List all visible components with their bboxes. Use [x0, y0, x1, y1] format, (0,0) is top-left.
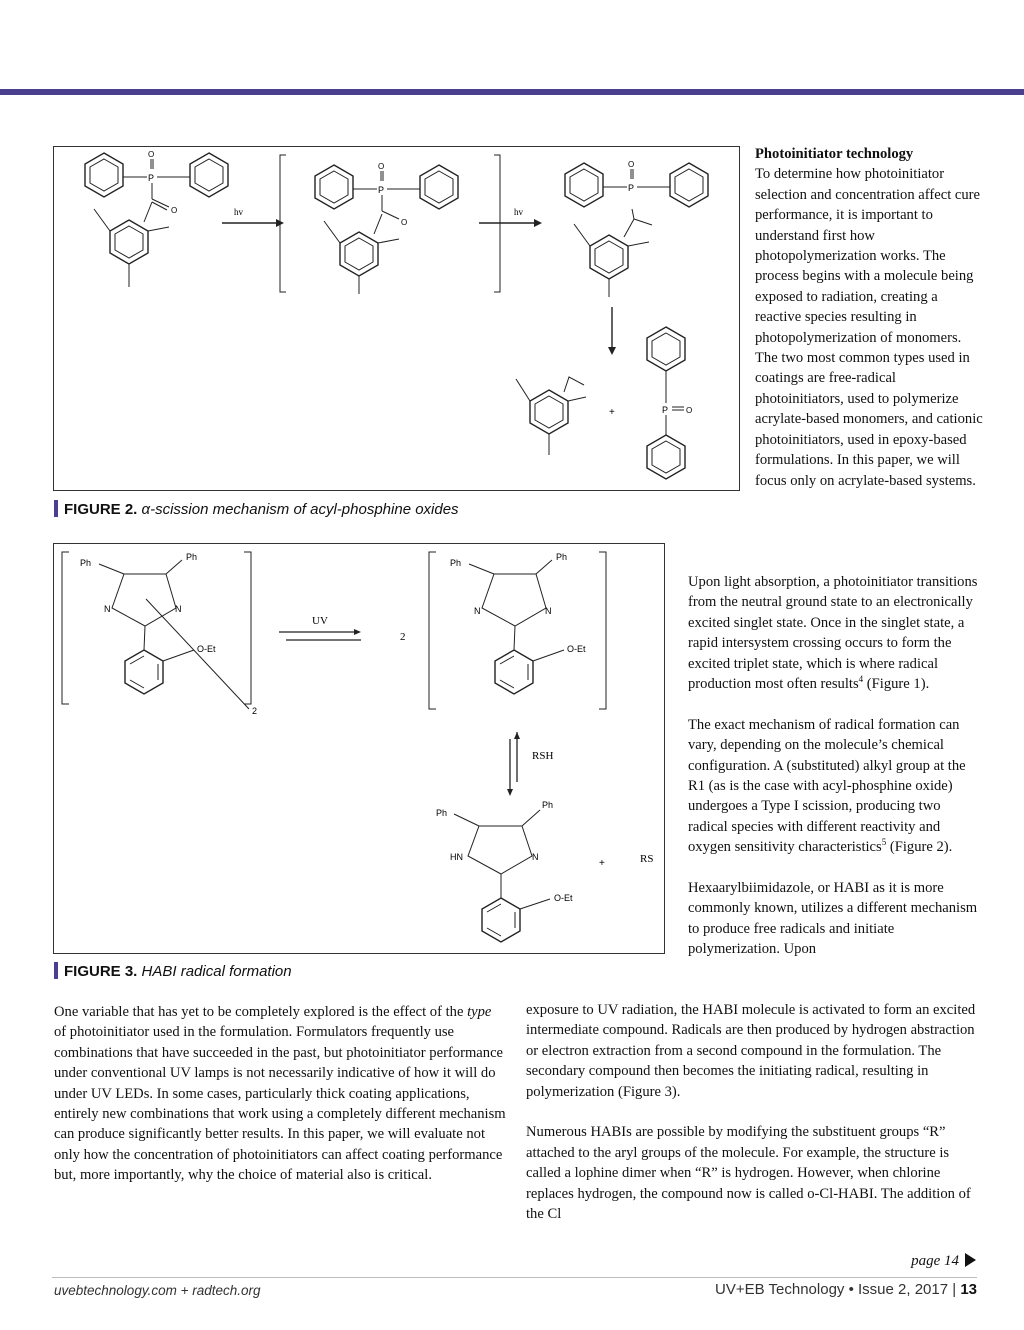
molecule-excited-state — [315, 162, 458, 294]
molecule-acyl-phosphine-oxide — [85, 150, 228, 287]
figure-2-caption — [54, 500, 459, 518]
svg-text:O-Et: O-Et — [197, 644, 216, 654]
figure-2-image — [53, 146, 740, 491]
plus-sign: + — [599, 858, 605, 869]
footer-websites: uvebtechnology.com + radtech.org — [54, 1283, 261, 1298]
figure-3-number: FIGURE 3. — [64, 963, 138, 980]
right-column-top — [755, 144, 983, 491]
svg-text:Ph: Ph — [542, 800, 554, 810]
svg-text:Ph: Ph — [80, 558, 92, 568]
header-accent-bar — [0, 89, 1024, 95]
figure-2-title: α-scission mechanism of acyl-phosphine oxides — [141, 501, 459, 518]
page-number: 13 — [960, 1281, 977, 1298]
stoichiometry-two: 2 — [400, 631, 406, 643]
figure-3-diagram — [54, 544, 664, 953]
figure-3-title: HABI radical formation — [141, 963, 292, 980]
svg-text:N: N — [104, 604, 111, 614]
arrow-right-icon — [965, 1253, 976, 1267]
svg-text:N: N — [474, 606, 481, 616]
continued-on-page-link[interactable]: page 14 — [911, 1253, 976, 1270]
paragraph-habi-intro: Hexaarylbiimidazole, or HABI as it is more commonly known, utilizes a different mechanism to produce free radicals and initiate polymerization. Upon — [688, 880, 978, 958]
left-column — [54, 1002, 506, 1186]
figure-2-diagram — [54, 147, 739, 490]
hv-label-2: hv — [514, 207, 523, 217]
habi-dimer-structure — [80, 552, 257, 716]
uv-label: UV — [312, 615, 328, 627]
habi-product-structure — [436, 800, 573, 942]
product-benzoyl-radical — [516, 377, 586, 455]
caption-accent-bar — [54, 500, 58, 517]
footer-divider — [52, 1277, 977, 1278]
figure-3-image — [53, 543, 665, 954]
paragraph-photoinitiator-type: One variable that has yet to be completely explored is the effect of the type of photoinitiator used in the formulation. Formulators frequently use combinations that have succeeded in the past, but photoinitiator performance under conventional UV lamps is not necessarily indicative of how it will do under UV LEDs. In some cases, particularly thick coating applications, entirely new combinations that work using a completely different mechanism can produce significantly better results. In this paper, we will evaluate not only how the concentration of photoinitiators can affect coating performance but, more importantly, why the choice of material also is critical. — [54, 1004, 506, 1184]
svg-text:O: O — [628, 160, 635, 169]
product-phosphinoyl-radical — [647, 327, 692, 479]
paragraph-light-absorption: Upon light absorption, a photoinitiator transitions from the neutral ground state to an electronically excited singlet state. Once in the singlet state, a rapid intersystem crossing occurs to form the excited triplet state, which is where radical production most often results$^4$ (Figure 1). — [688, 574, 978, 693]
paragraph-radical-mechanism: The exact mechanism of radical formation can vary, depending on the molecule’s chemical configuration. A (substituted) alkyl group at the R1 (as is the case with acyl-phosphine oxide) undergoes a Type I scission, producing two radical species with different reactivity and oxygen sensitivity characteristics$^5$ (Figure 2). — [688, 716, 966, 856]
paragraph-photoinitiator-intro: To determine how photoinitiator selection and concentration affect cure performance, it is important to understand first how photopolymerization works. The process begins with a molecule being exposed to radiation, creating a reactive species resulting in photopolymerization of monomers. The two most common types used in coatings are free-radical photoinitiators, used to polymerize acrylate-based monomers, and cationic photoinitiators, used in epoxy-based formulations. In this paper, we will focus only on acrylate-based systems. — [755, 166, 983, 489]
svg-text:P: P — [628, 183, 635, 193]
svg-text:N: N — [532, 852, 539, 862]
svg-text:Ph: Ph — [556, 552, 568, 562]
caption-accent-bar — [54, 962, 58, 979]
svg-text:P: P — [662, 405, 669, 415]
middle-column — [526, 1000, 978, 1224]
section-heading: Photoinitiator technology — [755, 146, 914, 162]
rsh-label: RSH — [532, 750, 554, 762]
paragraph-habi-variants: Numerous HABIs are possible by modifying the substituent groups “R” attached to the aryl groups of the molecule. For example, the structure is called a lophine dimer when “R” is hydrogen. However, when chlorine replaces hydrogen, the compound now is called o-Cl-HABI. The addition of the Cl — [526, 1124, 971, 1223]
svg-text:O: O — [686, 406, 693, 415]
svg-text:O-Et: O-Et — [554, 893, 573, 903]
rs-radical-label: RS — [640, 853, 654, 865]
svg-text:P: P — [378, 185, 385, 195]
right-column-bottom — [688, 572, 983, 960]
hv-label-1: hv — [234, 207, 243, 217]
svg-text:N: N — [175, 604, 182, 614]
svg-text:Ph: Ph — [450, 558, 462, 568]
paragraph-habi-activation: exposure to UV radiation, the HABI molecule is activated to form an excited intermediate compound. Radicals are then produced by hydrogen abstraction or electron extraction from a second compound in the formulation. The secondary compound then becomes the initiating radical, resulting in polymerization (Figure 3). — [526, 1002, 976, 1100]
plus-sign: + — [609, 407, 615, 418]
svg-text:HN: HN — [450, 852, 463, 862]
footer-issue-info: UV+EB Technology • Issue 2, 2017 | 13 — [715, 1281, 977, 1298]
svg-text:N: N — [545, 606, 552, 616]
svg-text:O: O — [171, 206, 178, 215]
molecule-radical-intermediate — [565, 160, 708, 297]
svg-text:Ph: Ph — [186, 552, 198, 562]
svg-text:O: O — [401, 218, 408, 227]
svg-text:O-Et: O-Et — [567, 644, 586, 654]
lophyl-radical-structure — [450, 552, 586, 694]
svg-text:O: O — [148, 150, 155, 159]
p-label: P — [148, 173, 155, 183]
figure-3-caption — [54, 962, 292, 980]
svg-text:O: O — [378, 162, 385, 171]
svg-text:2: 2 — [252, 706, 258, 716]
svg-text:Ph: Ph — [436, 808, 448, 818]
figure-2-number: FIGURE 2. — [64, 501, 138, 518]
